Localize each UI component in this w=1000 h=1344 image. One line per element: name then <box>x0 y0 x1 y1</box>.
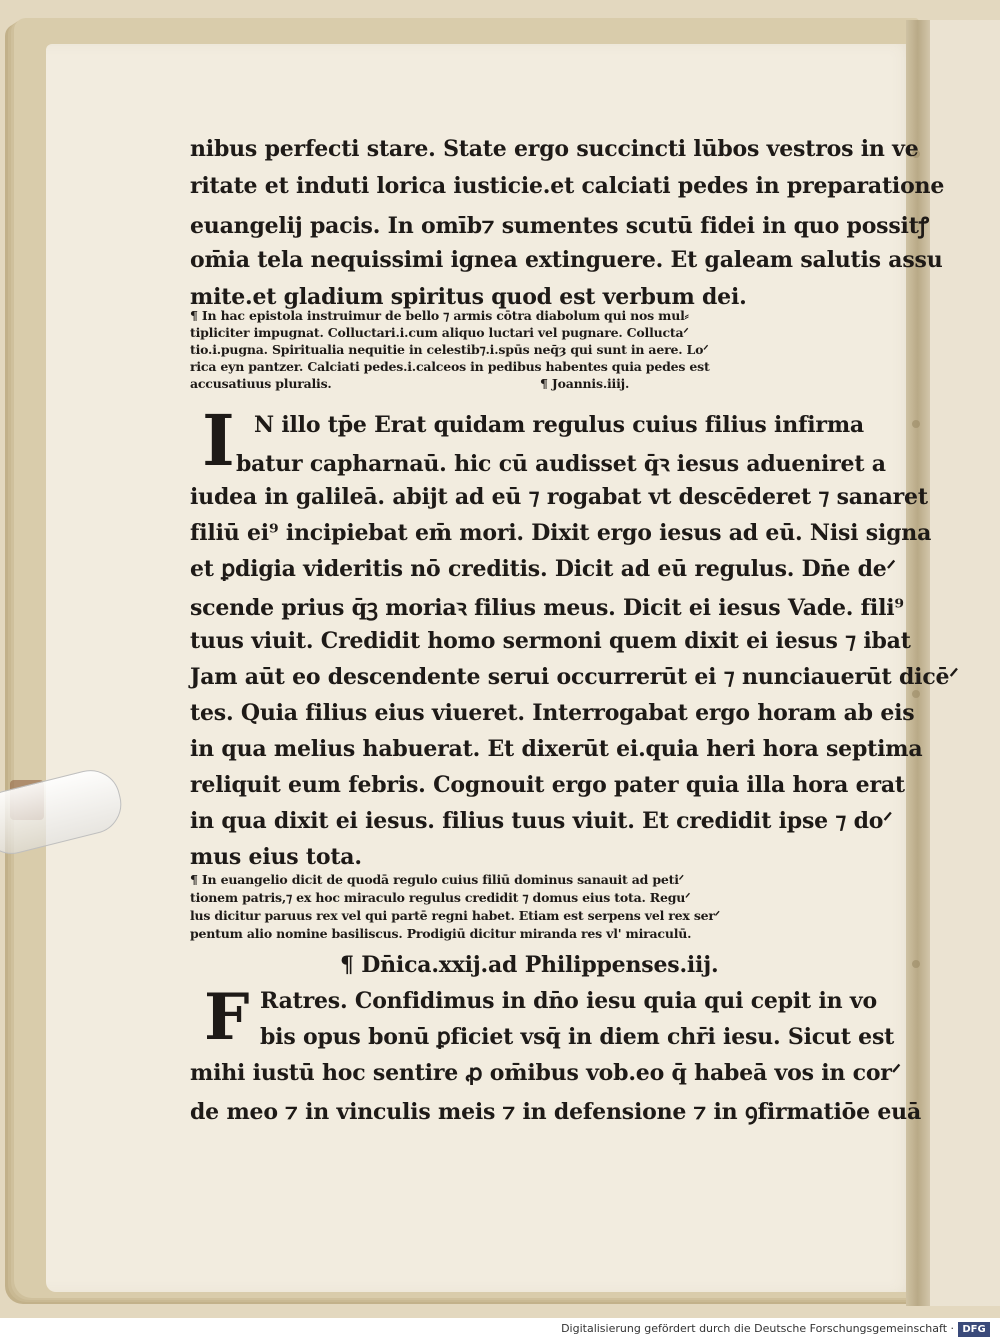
text-line: iudea in galileā. abijt ad eū ⁊ rogabat vt descēderet ⁊ sanaret <box>190 484 928 510</box>
text-line: ritate et induti lorica iusticie.et calciati pedes in preparatione <box>190 173 945 199</box>
text-line: mus eius tota. <box>190 844 362 870</box>
text-line: tuus viuit. Credidit homo sermoni quem dixit ei iesus ⁊ ibat <box>190 628 911 654</box>
text-line: et ꝑdigia videritis nō creditis. Dicit ad eū regulus. Dn̄e deᐟ <box>190 556 896 582</box>
gloss-reference: ¶ Joannis.iiij. <box>540 376 630 391</box>
drop-initial: F <box>204 980 250 1055</box>
drop-initial: I <box>202 399 235 482</box>
text-line: Ratres. Confidimus in dn̄o iesu quia qui cepit in vo <box>260 988 877 1014</box>
text-line: batur capharnaū. hic cū audisset q̄ꝛ iesus adueniret a <box>236 451 886 477</box>
footer-credit: Digitalisierung gefördert durch die Deutsche Forschungsgemeinschaft · <box>561 1322 954 1335</box>
text-line: scende prius q̄ꝫ moriaꝛ filius meus. Dicit ei iesus Vade. fili⁹ <box>190 595 904 621</box>
page-spot <box>912 690 920 698</box>
text-line: Jam aūt eo descendente serui occurrerūt ei ⁊ nunciauerūt dicēᐟ <box>190 664 959 690</box>
gloss-line: rica eyn pantzer. Calciati pedes.i.calceos in pedibus habentes quia pedes est <box>190 359 710 374</box>
section-heading: ¶ Dn̄ica.xxij.ad Philippenses.iij. <box>340 952 719 978</box>
page-spot <box>912 960 920 968</box>
text-line: tes. Quia filius eius viueret. Interrogabat ergo horam ab eis <box>190 700 915 726</box>
gloss-line: tipliciter impugnat. Colluctari.i.cum aliquo luctari vel pugnare. Colluctaᐟ <box>190 325 689 340</box>
gloss-line: lus dicitur paruus rex vel qui partē regni habet. Etiam est serpens vel rex serᐟ <box>190 908 720 923</box>
gloss-line: ¶ In euangelio dicit de quodā regulo cuius filiū dominus sanauit ad petiᐟ <box>190 872 684 887</box>
gloss-line: pentum alio nomine basiliscus. Prodigiū dicitur miranda res vl' miraculū. <box>190 926 692 941</box>
text-line: euangelij pacis. In omīb⁊ sumentes scutū fidei in quo possitꝭ <box>190 213 929 239</box>
gloss-line: tio.i.pugna. Spiritualia nequitie in celestib⁊.i.spūs neq̄ȝ qui sunt in aere. Loᐟ <box>190 342 709 357</box>
text-line: om̄ia tela nequissimi ignea extinguere. Et galeam salutis assu <box>190 247 943 273</box>
text-line: bis opus bonū ꝑficiet vsq̄ in diem chr̄i iesu. Sicut est <box>260 1024 895 1050</box>
text-line: reliquit eum febris. Cognouit ergo pater quia illa hora erat <box>190 772 905 798</box>
text-line: filiū ei⁹ incipiebat em̄ mori. Dixit ergo iesus ad eū. Nisi signa <box>190 520 932 546</box>
page-spot <box>912 420 920 428</box>
gloss-line: accusatiuus pluralis. <box>190 376 332 391</box>
text-line: nibus perfecti stare. State ergo succincti lūbos vestros in ve <box>190 136 919 162</box>
text-line: de meo ⁊ in vinculis meis ⁊ in defensione ⁊ in ꝯfirmatiōe euā <box>190 1099 922 1125</box>
text-line: N illo tp̄e Erat quidam regulus cuius filius infirma <box>254 412 864 438</box>
gloss-line: tionem patris,⁊ ex hoc miraculo regulus credidit ⁊ domus eius tota. Reguᐟ <box>190 890 691 905</box>
gloss-line: ¶ In hac epistola instruimur de bello ⁊ armis cōtra diabolum qui nos mul⸗ <box>190 308 689 323</box>
facing-page-edge <box>930 20 1000 1306</box>
text-line: in qua melius habuerat. Et dixerūt ei.quia heri hora septima <box>190 736 923 762</box>
text-line: mite.et gladium spiritus quod est verbum dei. <box>190 284 747 310</box>
text-line: in qua dixit ei iesus. filius tuus viuit. Et credidit ipse ⁊ doᐟ <box>190 808 893 834</box>
dfg-logo: DFG <box>958 1322 990 1337</box>
text-line: mihi iustū hoc sentire ꝓ om̄ibus vob.eo q̄ habeā vos in corᐟ <box>190 1060 901 1086</box>
